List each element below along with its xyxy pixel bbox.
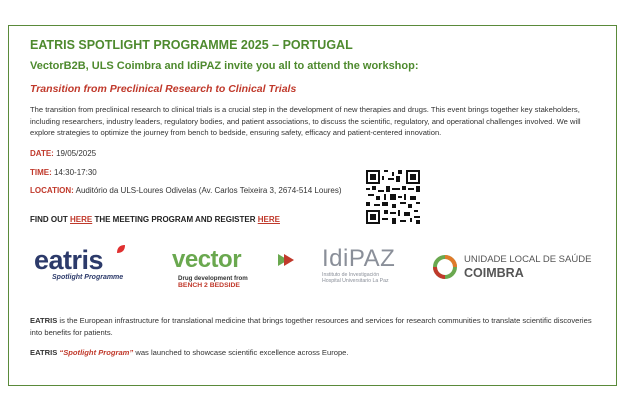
find-middle: THE MEETING PROGRAM AND REGISTER (92, 215, 258, 224)
eatris-logo-text: eatris (34, 245, 104, 275)
partner-logos (30, 238, 600, 296)
register-link[interactable]: HERE (257, 215, 280, 224)
location-value: Auditório da ULS-Loures Odivelas (Av. Carlos Teixeira 3, 2674-514 Loures) (75, 186, 342, 195)
vector-sub2: BENCH 2 BEDSIDE (178, 282, 240, 289)
page-title: EATRIS SPOTLIGHT PROGRAMME 2025 – PORTUGAL (30, 38, 353, 52)
vector-logo (172, 248, 302, 296)
eatris-logo (34, 246, 144, 296)
time-value: 14:30-17:30 (54, 168, 97, 177)
time-label: TIME: (30, 168, 52, 177)
about-text: is the European infrastructure for translational medicine that brings together resources and services for research communities to translate scientific discoveries into benefits for patients. (30, 316, 592, 337)
find-prefix: FIND OUT (30, 215, 70, 224)
uls-ring-icon (432, 254, 458, 280)
about-name: EATRIS (30, 316, 58, 325)
idipaz-sub1: Instituto de Investigación (322, 272, 380, 278)
spotlight-line (30, 348, 349, 357)
uls-line1: UNIDADE LOCAL DE SAÚDE (464, 254, 592, 265)
uls-coimbra-logo (432, 252, 600, 292)
idipaz-logo-text: IdiPAZ (322, 245, 396, 272)
eatris-logo-sub: Spotlight Programme (52, 274, 124, 281)
workshop-title: Transition from Preclinical Research to Clinical Trials (30, 83, 297, 95)
qr-code-icon[interactable] (366, 170, 420, 224)
location-label: LOCATION: (30, 186, 74, 195)
intro-paragraph: The transition from preclinical research to clinical trials is a crucial step in the development of new therapies and drugs. This event brings together key stakeholders, including researchers, industry leaders, regulatory bodies, and patient associations, to discuss the scientific, regulatory, and operational challenges involved. We will explore strategies to optimize the journey from bench to bedside, ensuring safety, efficacy and patient-centered innovation. (30, 105, 581, 137)
date-label: DATE: (30, 149, 54, 158)
spotlight-text: was launched to showcase scientific excellence across Europe. (133, 348, 349, 357)
eatris-leaf-icon (116, 244, 126, 254)
invite-line: VectorB2B, ULS Coimbra and IdiPAZ invite you all to attend the workshop: (30, 60, 419, 72)
uls-line2: COIMBRA (464, 266, 524, 280)
time-field (30, 168, 97, 177)
date-field (30, 149, 96, 158)
vector-logo-text: vector (172, 246, 242, 273)
idipaz-logo (322, 246, 422, 296)
date-value: 19/05/2025 (56, 149, 97, 158)
spotlight-name: EATRIS (30, 348, 60, 357)
find-out-line (30, 215, 280, 224)
idipaz-sub2: Hospital Universitario La Paz (322, 278, 389, 284)
location-field (30, 186, 342, 195)
spotlight-program: “Spotlight Program” (59, 348, 134, 357)
about-paragraph (30, 315, 605, 338)
program-link[interactable]: HERE (70, 215, 93, 224)
vector-sub1: Drug development from (178, 275, 248, 282)
vector-arrow-icon (276, 252, 296, 268)
